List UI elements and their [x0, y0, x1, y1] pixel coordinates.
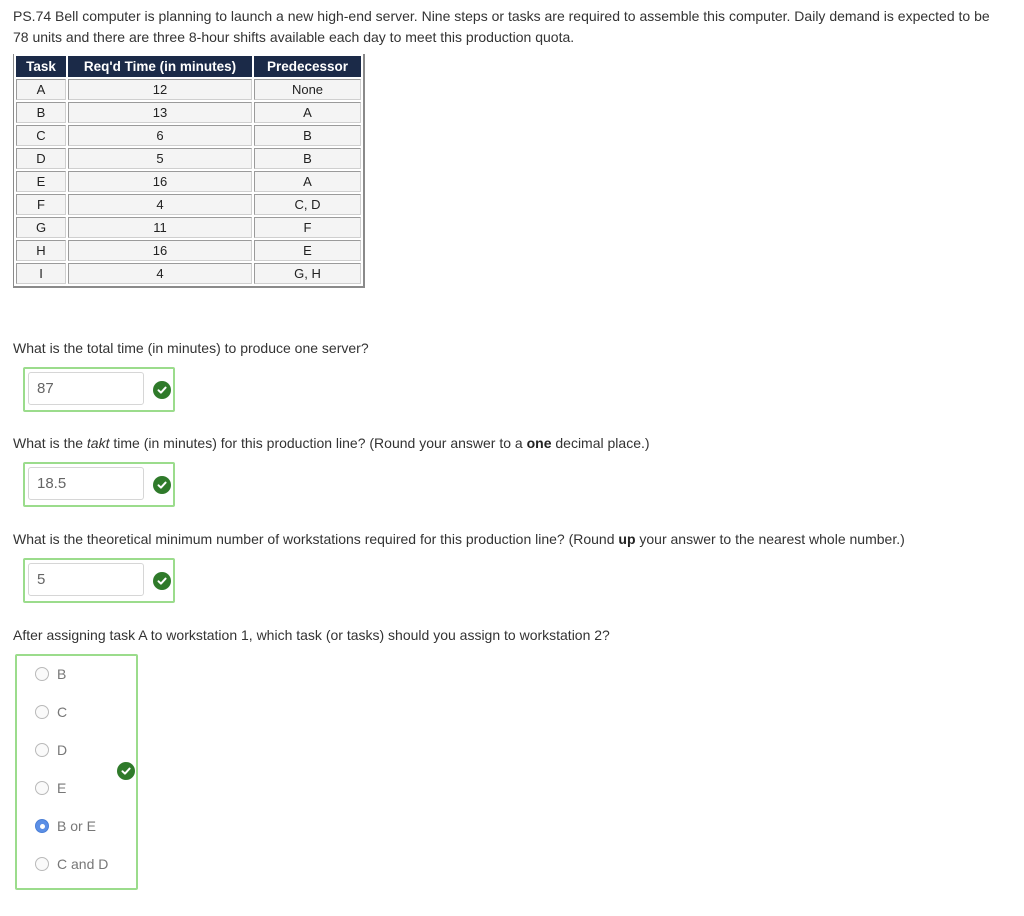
question-text: your answer to the nearest whole number.) — [635, 531, 905, 547]
radio-button[interactable] — [35, 743, 49, 757]
cell-predecessor: A — [254, 102, 361, 123]
cell-time: 4 — [68, 263, 252, 284]
option-label: B or E — [57, 818, 96, 834]
cell-time: 13 — [68, 102, 252, 123]
question-total-time: What is the total time (in minutes) to produce one server? — [13, 340, 369, 356]
cell-time: 12 — [68, 79, 252, 100]
cell-predecessor: B — [254, 148, 361, 169]
cell-time: 16 — [68, 171, 252, 192]
radio-button[interactable] — [35, 781, 49, 795]
option-label: B — [57, 666, 67, 682]
option-c-and-d[interactable] — [35, 856, 108, 872]
option-d[interactable] — [35, 742, 67, 758]
option-b-or-e[interactable] — [35, 818, 96, 834]
option-b[interactable] — [35, 666, 66, 682]
question-text: decimal place.) — [551, 435, 650, 451]
correct-check-icon — [153, 476, 171, 494]
cell-predecessor: A — [254, 171, 361, 192]
question-takt-time — [13, 435, 650, 451]
cell-task: B — [16, 102, 66, 123]
cell-task: I — [16, 263, 66, 284]
option-label: C and D — [57, 856, 109, 872]
cell-time: 5 — [68, 148, 252, 169]
cell-task: G — [16, 217, 66, 238]
cell-time: 11 — [68, 217, 252, 238]
cell-time: 4 — [68, 194, 252, 215]
cell-task: A — [16, 79, 66, 100]
cell-predecessor: C, D — [254, 194, 361, 215]
question-text: What is the theoretical minimum number of workstations required for this production line? (Round — [13, 531, 619, 547]
question-text: What is the — [13, 435, 87, 451]
option-c[interactable] — [35, 704, 67, 720]
workstations-input[interactable] — [28, 563, 144, 596]
column-header-task: Task — [16, 56, 66, 77]
question-bold: one — [526, 435, 552, 451]
table-row — [16, 102, 361, 123]
cell-predecessor: E — [254, 240, 361, 261]
table-row — [16, 148, 361, 169]
cell-task: F — [16, 194, 66, 215]
column-header-time: Req'd Time (in minutes) — [68, 56, 252, 77]
task-table — [14, 54, 363, 286]
question-emphasis: takt — [86, 435, 110, 451]
table-row — [16, 125, 361, 146]
radio-button[interactable] — [35, 705, 49, 719]
radio-button[interactable] — [35, 667, 49, 681]
answer-box-workstations — [23, 558, 175, 603]
problem-statement: PS.74 Bell computer is planning to launch a new high-end server. Nine steps or tasks are required to assemble this computer. Daily demand is expected to be 78 units and there are three 8-hour shifts available each day to meet this production quota. — [13, 8, 990, 45]
multiple-choice-box — [15, 654, 138, 890]
cell-predecessor: B — [254, 125, 361, 146]
correct-check-icon — [153, 381, 171, 399]
takt-time-input[interactable] — [28, 467, 144, 500]
radio-button-selected[interactable] — [35, 819, 49, 833]
answer-box-takt-time — [23, 462, 175, 507]
table-row — [16, 240, 361, 261]
total-time-input[interactable] — [28, 372, 144, 405]
option-e[interactable] — [35, 780, 66, 796]
question-text: time (in minutes) for this production line? (Round your answer to a — [109, 435, 527, 451]
table-header-row — [16, 56, 361, 77]
column-header-predecessor: Predecessor — [254, 56, 361, 77]
correct-check-icon — [153, 572, 171, 590]
cell-predecessor: F — [254, 217, 361, 238]
cell-task: C — [16, 125, 66, 146]
table-row — [16, 217, 361, 238]
cell-task: H — [16, 240, 66, 261]
cell-time: 16 — [68, 240, 252, 261]
cell-task: E — [16, 171, 66, 192]
option-label: C — [57, 704, 68, 720]
task-table-container — [13, 54, 365, 288]
cell-time: 6 — [68, 125, 252, 146]
answer-box-total-time — [23, 367, 175, 412]
table-row — [16, 194, 361, 215]
table-row — [16, 263, 361, 284]
question-bold: up — [618, 531, 636, 547]
question-min-workstations — [13, 531, 905, 547]
table-row — [16, 79, 361, 100]
cell-predecessor: None — [254, 79, 361, 100]
correct-check-icon — [117, 762, 135, 780]
option-label: E — [57, 780, 67, 796]
question-workstation-2: After assigning task A to workstation 1, which task (or tasks) should you assign to workstation 2? — [13, 627, 610, 643]
table-row — [16, 171, 361, 192]
radio-button[interactable] — [35, 857, 49, 871]
cell-predecessor: G, H — [254, 263, 361, 284]
cell-task: D — [16, 148, 66, 169]
option-label: D — [57, 742, 68, 758]
